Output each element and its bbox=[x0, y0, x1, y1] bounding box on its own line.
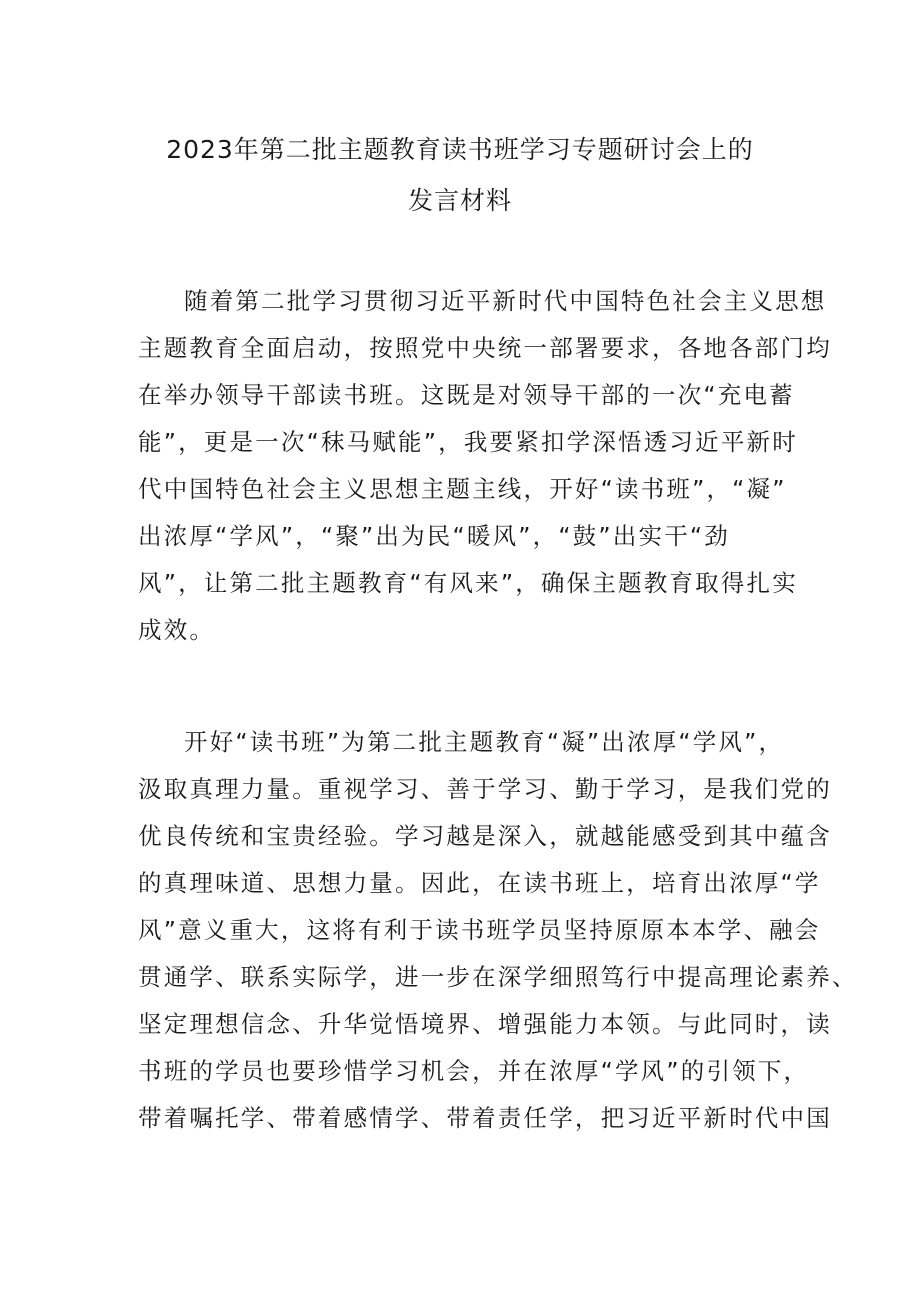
paragraph-line: 风”意义重大，这将有利于读书班学员坚持原原本本学、融会 bbox=[138, 916, 821, 944]
paragraph-line: 汲取真理力量。重视学习、善于学习、勤于学习，是我们党的 bbox=[138, 775, 832, 803]
paragraph-line: 能”，更是一次“秣马赋能”，我要紧扣学深悟透习近平新时 bbox=[138, 428, 798, 456]
paragraph-line: 贯通学、联系实际学，进一步在深学细照笃行中提高理论素养、 bbox=[138, 963, 858, 991]
paragraph-line: 成效。 bbox=[138, 616, 216, 644]
paragraph-line: 开好“读书班”为第二批主题教育“凝”出浓厚“学风”， bbox=[184, 728, 785, 756]
paragraph-line: 随着第二批学习贯彻习近平新时代中国特色社会主义思想 bbox=[184, 287, 827, 315]
paragraph-line: 主题教育全面启动，按照党中央统一部署要求，各地各部门均 bbox=[138, 334, 832, 362]
paragraph-line: 的真理味道、思想力量。因此，在读书班上，培育出浓厚“学 bbox=[138, 869, 821, 897]
paragraph-line: 代中国特色社会主义思想主题主线，开好“读书班”，“凝” bbox=[138, 475, 787, 503]
paragraph-line: 书班的学员也要珍惜学习机会，并在浓厚“学风”的引领下， bbox=[138, 1057, 810, 1085]
paragraph-line: 风”，让第二批主题教育“有风来”，确保主题教育取得扎实 bbox=[138, 569, 798, 597]
paragraph-line: 优良传统和宝贵经验。学习越是深入，就越能感受到其中蕴含 bbox=[138, 822, 832, 850]
document-title-line-1: 2023年第二批主题教育读书班学习专题研讨会上的 bbox=[166, 135, 754, 164]
paragraph-line: 出浓厚“学风”，“聚”出为民“暖风”，“鼓”出实干“劲 bbox=[138, 522, 730, 550]
document-title-line-2: 发言材料 bbox=[407, 186, 512, 215]
paragraph-line: 带着嘱托学、带着感情学、带着责任学，把习近平新时代中国 bbox=[138, 1104, 832, 1132]
paragraph-line: 在举办领导干部读书班。这既是对领导干部的一次“充电蓄 bbox=[138, 381, 795, 409]
paragraph-line: 坚定理想信念、升华觉悟境界、增强能力本领。与此同时，读 bbox=[138, 1010, 832, 1038]
